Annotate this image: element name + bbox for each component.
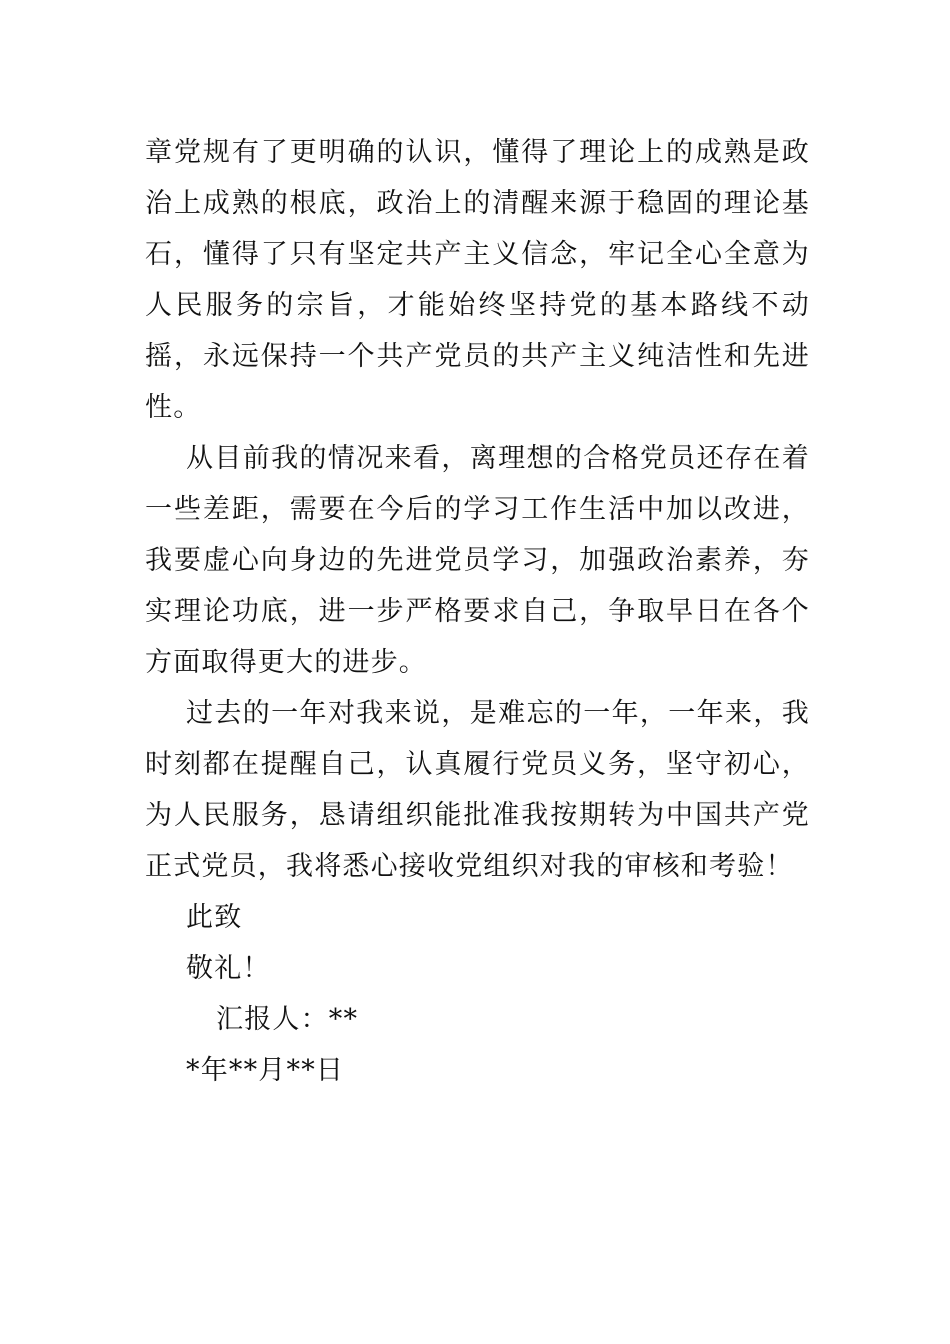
paragraph-continued: 章党规有了更明确的认识，懂得了理论上的成熟是政治上成熟的根底，政治上的清醒来源于稳固的理论基石，懂得了只有坚定共产主义信念，牢记全心全意为人民服务的宗旨，才能始终坚持党的基本路线不动摇，永远保持一个共产党员的共产主义纯洁性和先进性。 [145, 137, 810, 423]
paragraph-summary: 过去的一年对我来说，是难忘的一年，一年来，我时刻都在提醒自己，认真履行党员义务，坚守初心，为人民服务，恳请组织能批准我按期转为中国共产党正式党员，我将悉心接收党组织对我的审核和考验！ [145, 698, 810, 882]
report-date: *年**月**日 [186, 1055, 345, 1086]
closing-regards: 敬礼！ [186, 953, 271, 984]
paragraph-gap: 从目前我的情况来看，离理想的合格党员还存在着一些差距，需要在今后的学习工作生活中加以改进，我要虚心向身边的先进党员学习，加强政治素养，夯实理论功底，进一步严格要求自己，争取早日在各个方面取得更大的进步。 [145, 443, 810, 678]
closing-salutation: 此致 [186, 902, 243, 933]
reporter-signature: 汇报人：** [216, 1004, 359, 1035]
document-body [145, 127, 810, 1096]
